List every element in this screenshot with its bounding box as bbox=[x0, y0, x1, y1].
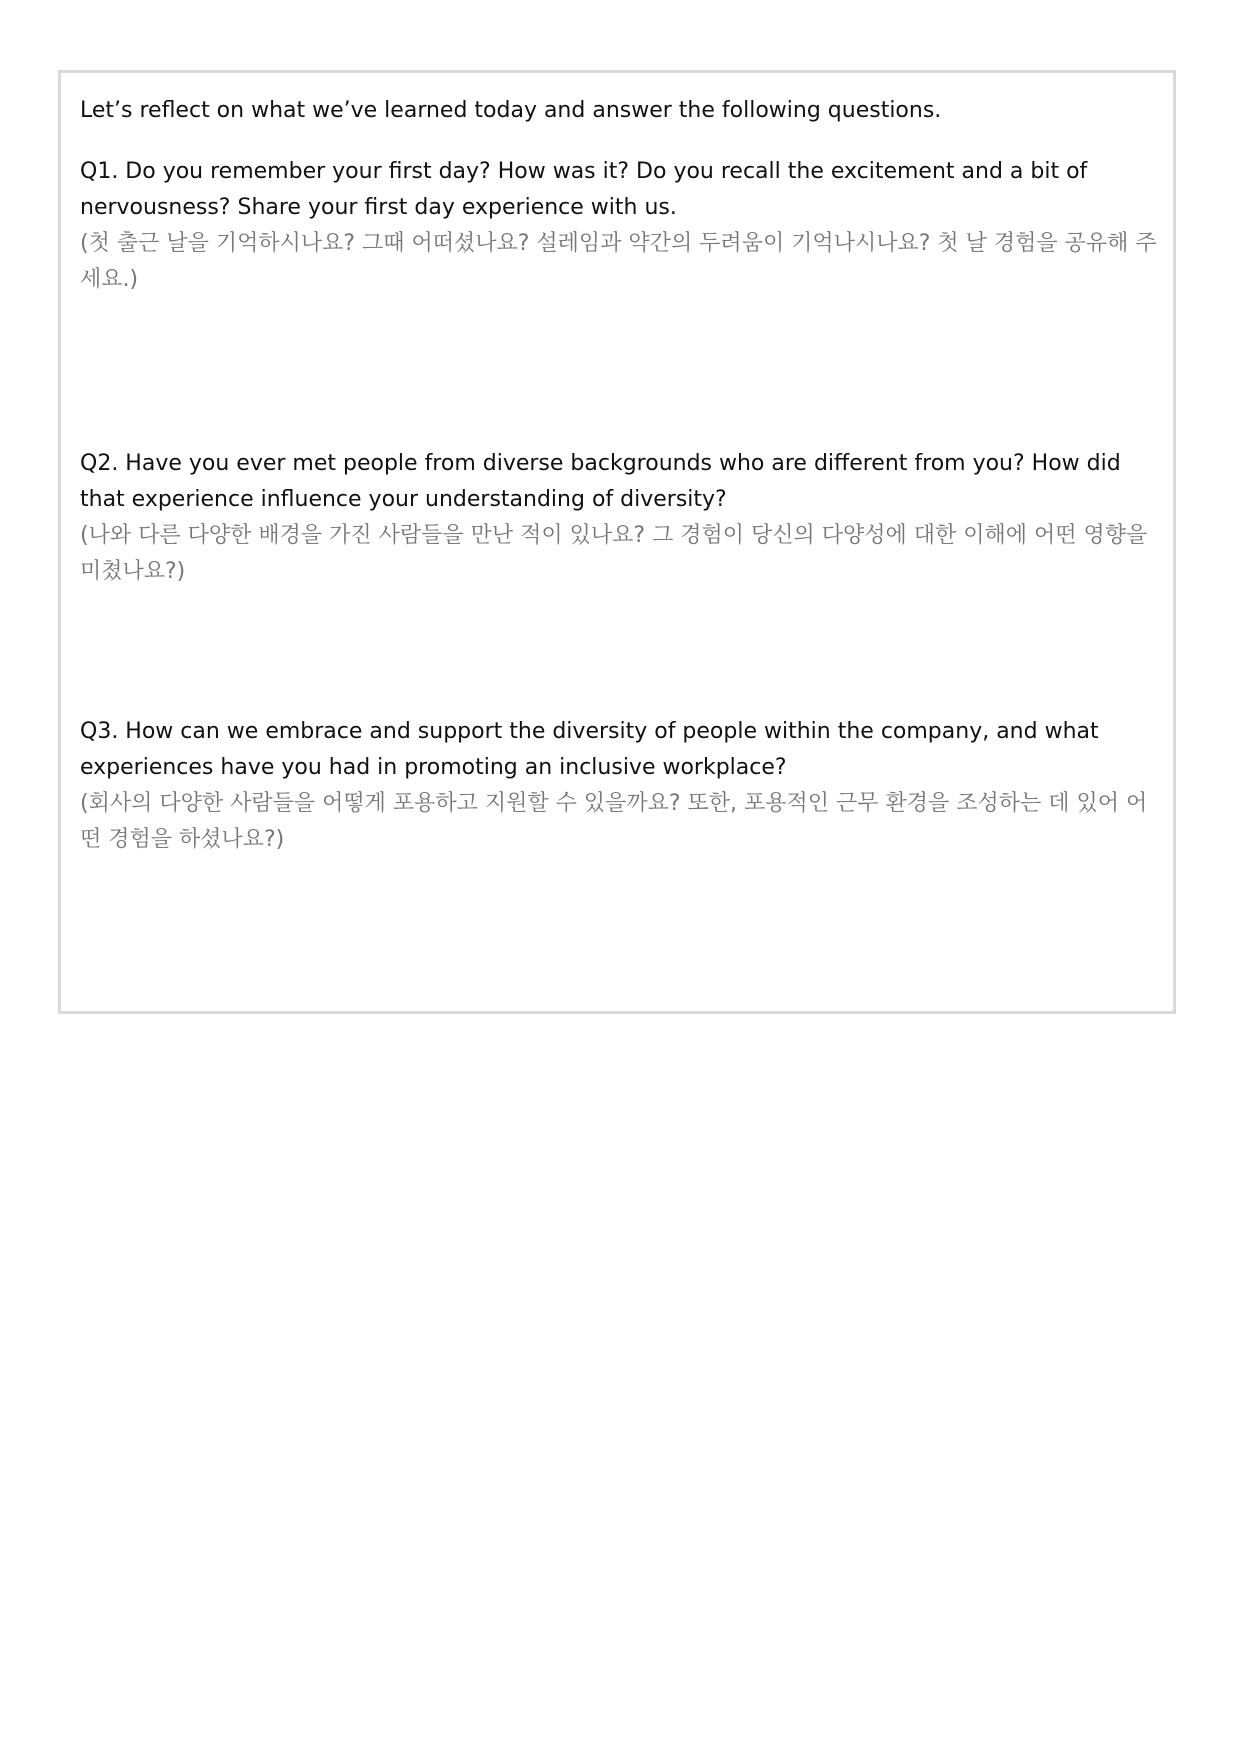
question-3-answer-area[interactable] bbox=[80, 862, 1140, 992]
question-2 bbox=[80, 446, 1160, 694]
question-3 bbox=[80, 714, 1160, 992]
question-1-answer-area[interactable] bbox=[80, 302, 1140, 432]
question-1-korean: (첫 출근 날을 기억하시나요? 그때 어떠셨나요? 설레임과 약간의 두려움이 기억나시나요? 첫 날 경험을 공유해 주세요.) bbox=[80, 231, 1157, 292]
question-2-answer-area[interactable] bbox=[80, 594, 1140, 694]
question-3-english: Q3. How can we embrace and support the diversity of people within the company, and what experiences have you had in promoting an inclusive workplace? bbox=[80, 719, 1099, 780]
reflection-worksheet bbox=[58, 70, 1176, 1014]
worksheet-intro: Let’s reflect on what we’ve learned today and answer the following questions. bbox=[80, 98, 942, 123]
question-2-korean: (나와 다른 다양한 배경을 가진 사람들을 만난 적이 있나요? 그 경험이 당신의 다양성에 대한 이해에 어떤 영향을 미쳤나요?) bbox=[80, 523, 1148, 584]
question-2-english: Q2. Have you ever met people from diverse backgrounds who are different from you? How did that experience influence your understanding of diversity? bbox=[80, 451, 1121, 512]
question-3-korean: (회사의 다양한 사람들을 어떻게 포용하고 지원할 수 있을까요? 또한, 포용적인 근무 환경을 조성하는 데 있어 어떤 경험을 하셨나요?) bbox=[80, 791, 1148, 852]
question-1 bbox=[80, 154, 1160, 432]
question-1-english: Q1. Do you remember your first day? How was it? Do you recall the excitement and a bit of nervousness? Share your first day experience with us. bbox=[80, 159, 1088, 220]
